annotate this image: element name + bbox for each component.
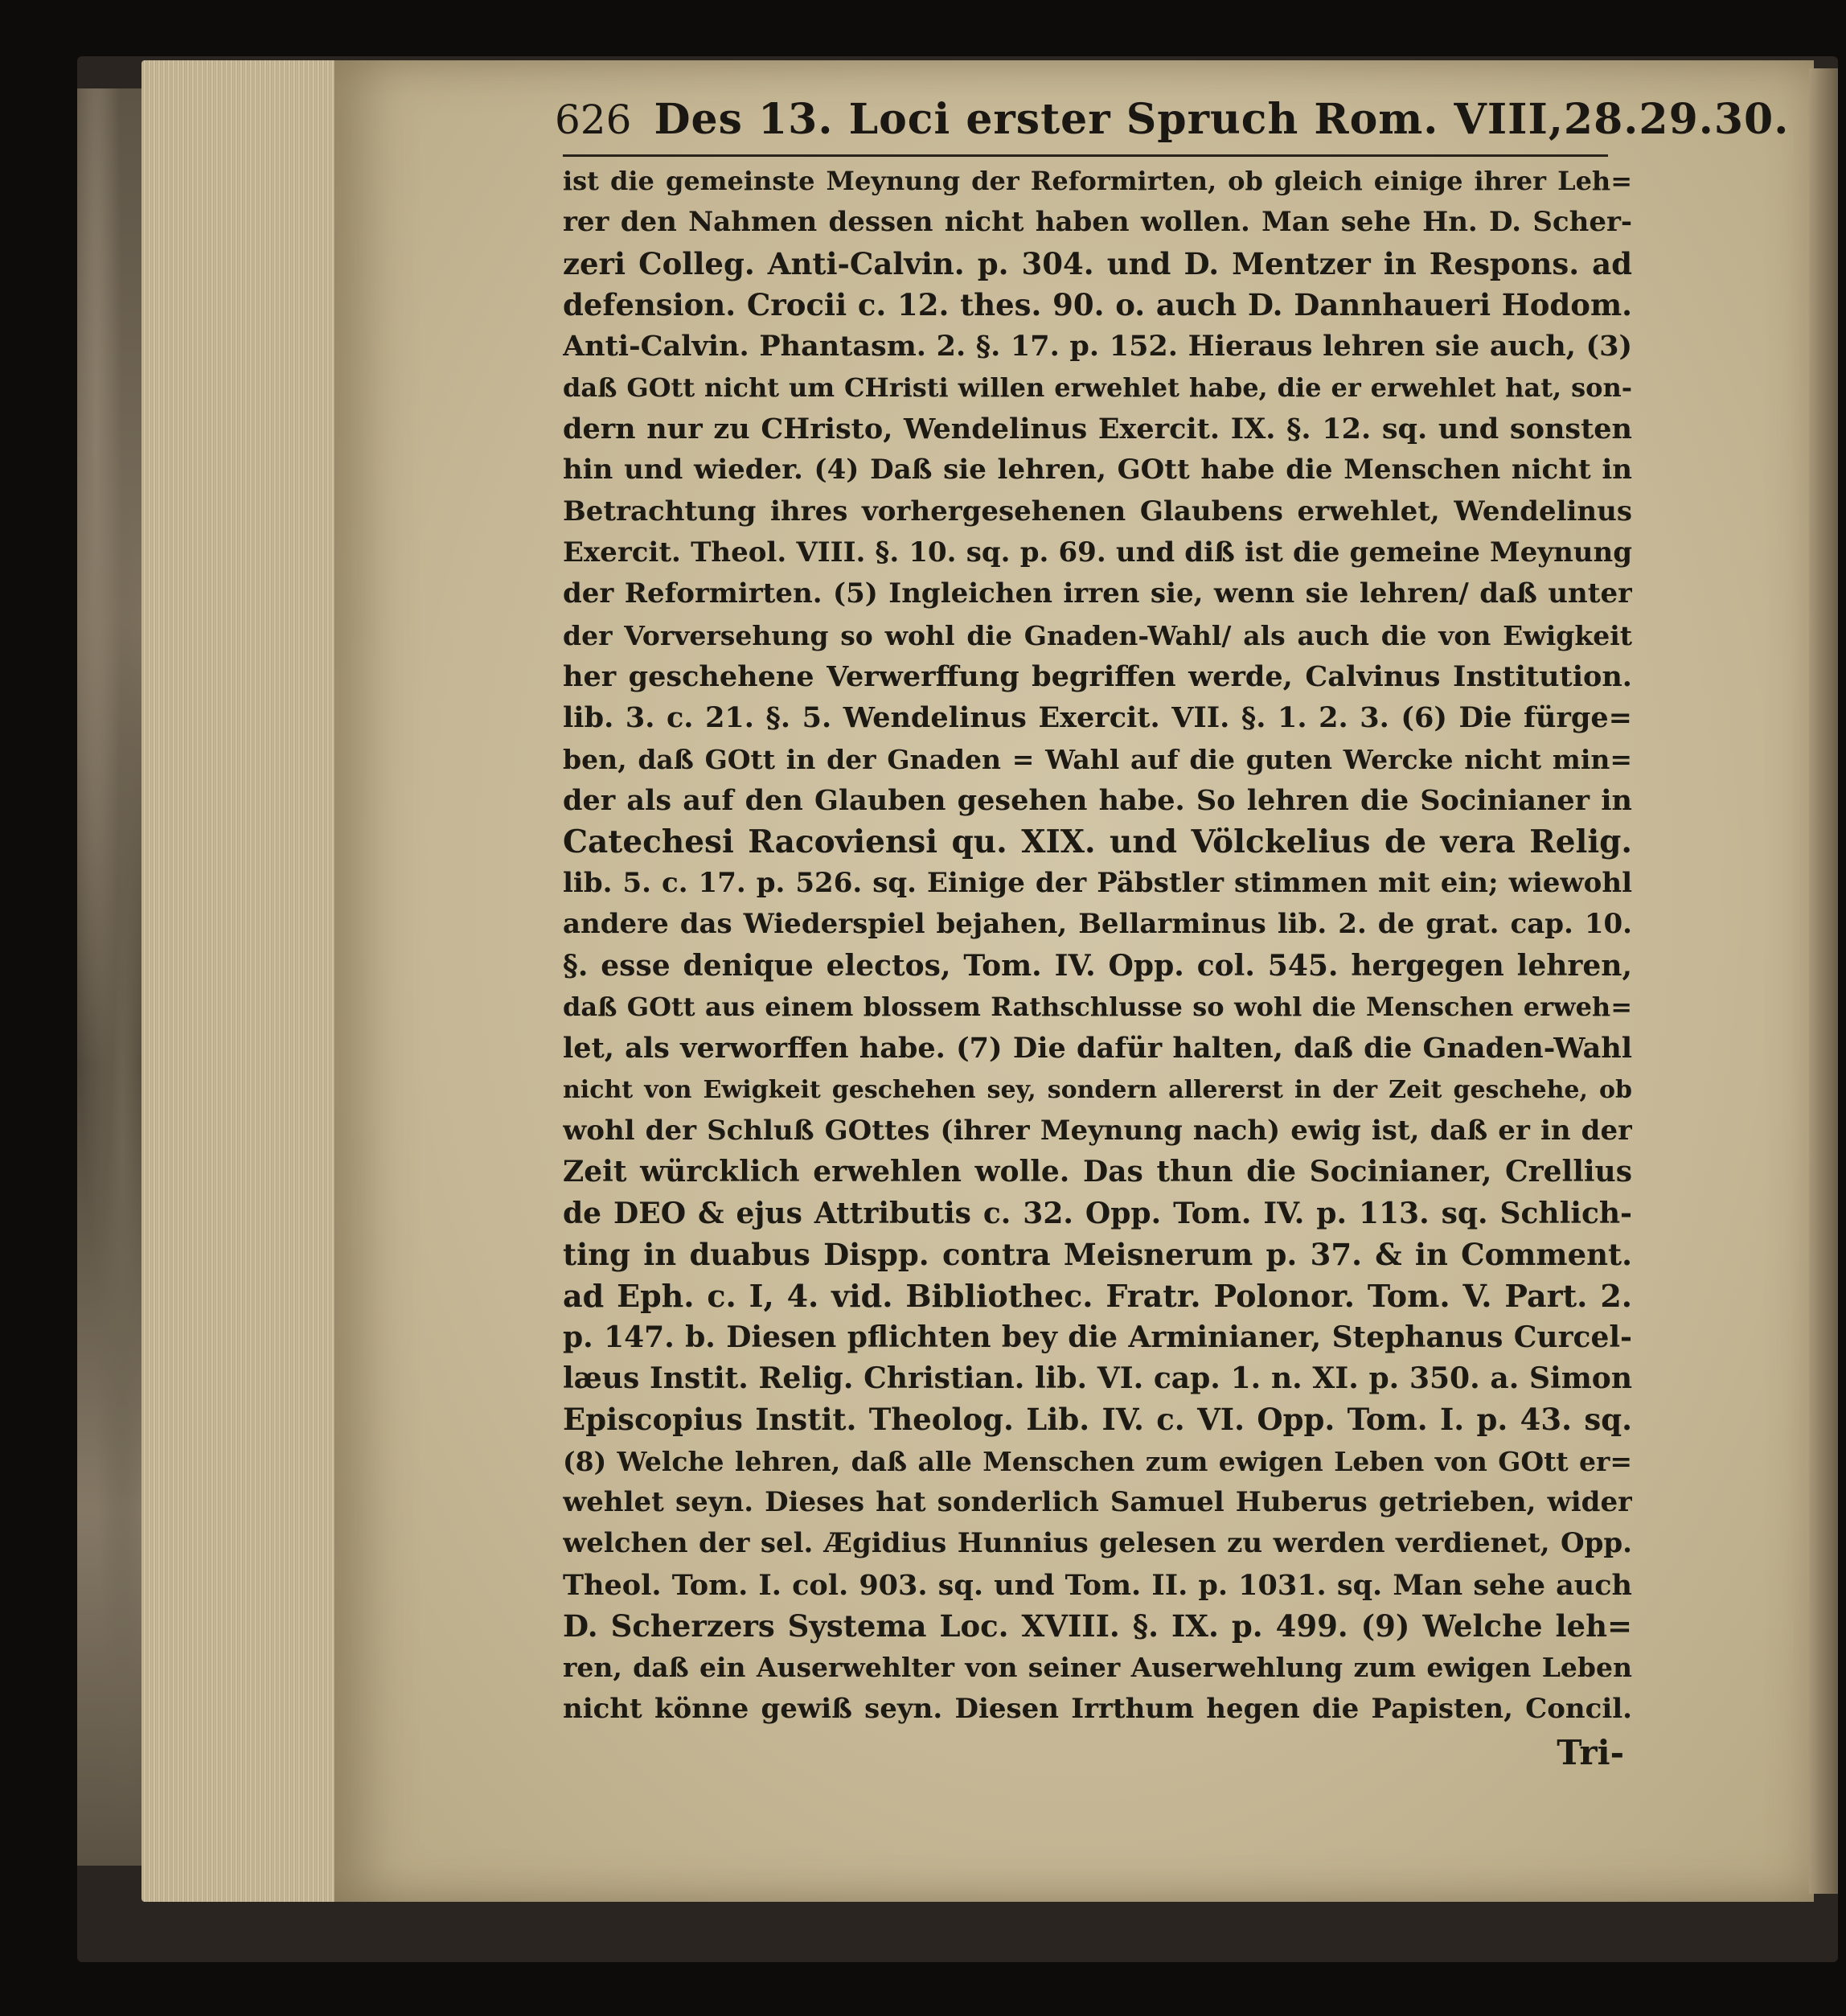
text-line: ad Eph. c. I, 4. vid. Bibliothec. Fratr. Polonor. Tom. V. Part. 2. [563, 1278, 1632, 1315]
text-line: hin und wieder. (4) Daß sie lehren, GOtt habe die Menschen nicht in [563, 454, 1632, 487]
text-line: der Vorversehung so wohl die Gnaden-Wahl/ als auch die von Ewigkeit [563, 619, 1632, 651]
text-line: Theol. Tom. I. col. 903. sq. und Tom. II. p. 1031. sq. Man sehe auch [563, 1568, 1632, 1602]
marbled-cover [77, 88, 144, 1866]
text-line: lib. 5. c. 17. p. 526. sq. Einige der Päbstler stimmen mit ein; wiewohl [563, 866, 1632, 899]
text-line: der Reformirten. (5) Ingleichen irren sie, wenn sie lehren/ daß unter [563, 577, 1632, 610]
text-line: læus Instit. Relig. Christian. lib. VI. cap. 1. n. XI. p. 350. a. Simon [563, 1361, 1632, 1395]
text-line: dern nur zu CHristo, Wendelinus Exercit. IX. §. 12. sq. und sonsten [563, 413, 1632, 446]
text-line: daß GOtt nicht um CHristi willen erwehlet habe, die er erwehlet hat, son- [563, 372, 1632, 403]
text-line: ren, daß ein Auserwehlter von seiner Auserwehlung zum ewigen Leben [563, 1652, 1632, 1684]
text-line: rer den Nahmen dessen nicht haben wollen. Man sehe Hn. D. Scher- [563, 206, 1632, 239]
text-line: Episcopius Instit. Theolog. Lib. IV. c. VI. Opp. Tom. I. p. 43. sq. [563, 1402, 1632, 1438]
text-line: lib. 3. c. 21. §. 5. Wendelinus Exercit. VII. §. 1. 2. 3. (6) Die fürge= [563, 701, 1632, 735]
body-text [563, 161, 1632, 1730]
text-line: Catechesi Racoviensi qu. XIX. und Völckelius de vera Relig. [563, 823, 1632, 860]
text-line: Exercit. Theol. VIII. §. 10. sq. p. 69. und diß ist die gemeine Meynung [563, 536, 1632, 569]
page-number: 626 [555, 96, 632, 143]
text-line: her geschehene Verwerffung begriffen werde, Calvinus Institution. [563, 660, 1632, 694]
text-line: Zeit würcklich erwehlen wolle. Das thun die Socinianer, Crellius [563, 1155, 1632, 1189]
text-line: andere das Wiederspiel bejahen, Bellarminus lib. 2. de grat. cap. 10. [563, 908, 1632, 941]
page-edges [142, 60, 334, 1902]
text-line: daß GOtt aus einem blossem Rathschlusse so wohl die Menschen erweh= [563, 991, 1632, 1022]
text-line: p. 147. b. Diesen pflichten bey die Arminianer, Stephanus Curcel- [563, 1320, 1632, 1354]
text-line: nicht könne gewiß seyn. Diesen Irrthum hegen die Papisten, Concil. [563, 1692, 1632, 1725]
text-line: D. Scherzers Systema Loc. XVIII. §. IX. p. 499. (9) Welche leh= [563, 1608, 1632, 1644]
binding-gutter [1809, 68, 1838, 1894]
text-line: wehlet seyn. Dieses hat sonderlich Samuel Huberus getrieben, wider [563, 1486, 1632, 1518]
running-header [555, 95, 1790, 151]
text-line: de DEO & ejus Attributis c. 32. Opp. Tom. IV. p. 113. sq. Schlich- [563, 1196, 1632, 1230]
text-line: zeri Colleg. Anti-Calvin. p. 304. und D. Mentzer in Respons. ad [563, 245, 1632, 281]
text-line: wohl der Schluß GOttes (ihrer Meynung nach) ewig ist, daß er in der [563, 1114, 1632, 1147]
text-line: ist die gemeinste Meynung der Reformirten, ob gleich einige ihrer Leh= [563, 166, 1632, 196]
catchword: Tri- [1557, 1733, 1624, 1772]
text-line: (8) Welche lehren, daß alle Menschen zum ewigen Leben von GOtt er= [563, 1445, 1632, 1477]
text-line: Betrachtung ihres vorhergesehenen Glaubens erwehlet, Wendelinus [563, 495, 1632, 528]
text-line: ben, daß GOtt in der Gnaden = Wahl auf die guten Wercke nicht min= [563, 743, 1632, 775]
text-line: nicht von Ewigkeit geschehen sey, sondern allererst in der Zeit geschehe, ob [563, 1075, 1632, 1104]
text-line: Anti-Calvin. Phantasm. 2. §. 17. p. 152. Hieraus lehren sie auch, (3) [563, 330, 1632, 363]
text-line: ting in duabus Dispp. contra Meisnerum p. 37. & in Comment. [563, 1236, 1632, 1272]
running-title: Des 13. Loci erster Spruch Rom. VIII,28.29.30. [654, 95, 1790, 144]
text-line: der als auf den Glauben gesehen habe. So lehren die Socinianer in [563, 784, 1632, 818]
text-line: welchen der sel. Ægidius Hunnius gelesen zu werden verdienet, Opp. [563, 1527, 1632, 1560]
text-line: let, als verworffen habe. (7) Die dafür halten, daß die Gnaden-Wahl [563, 1032, 1632, 1065]
text-line: defension. Crocii c. 12. thes. 90. o. auch D. Dannhaueri Hodom. [563, 287, 1632, 323]
header-rule [563, 154, 1608, 157]
text-line: §. esse denique electos, Tom. IV. Opp. col. 545. hergegen lehren, [563, 948, 1632, 983]
